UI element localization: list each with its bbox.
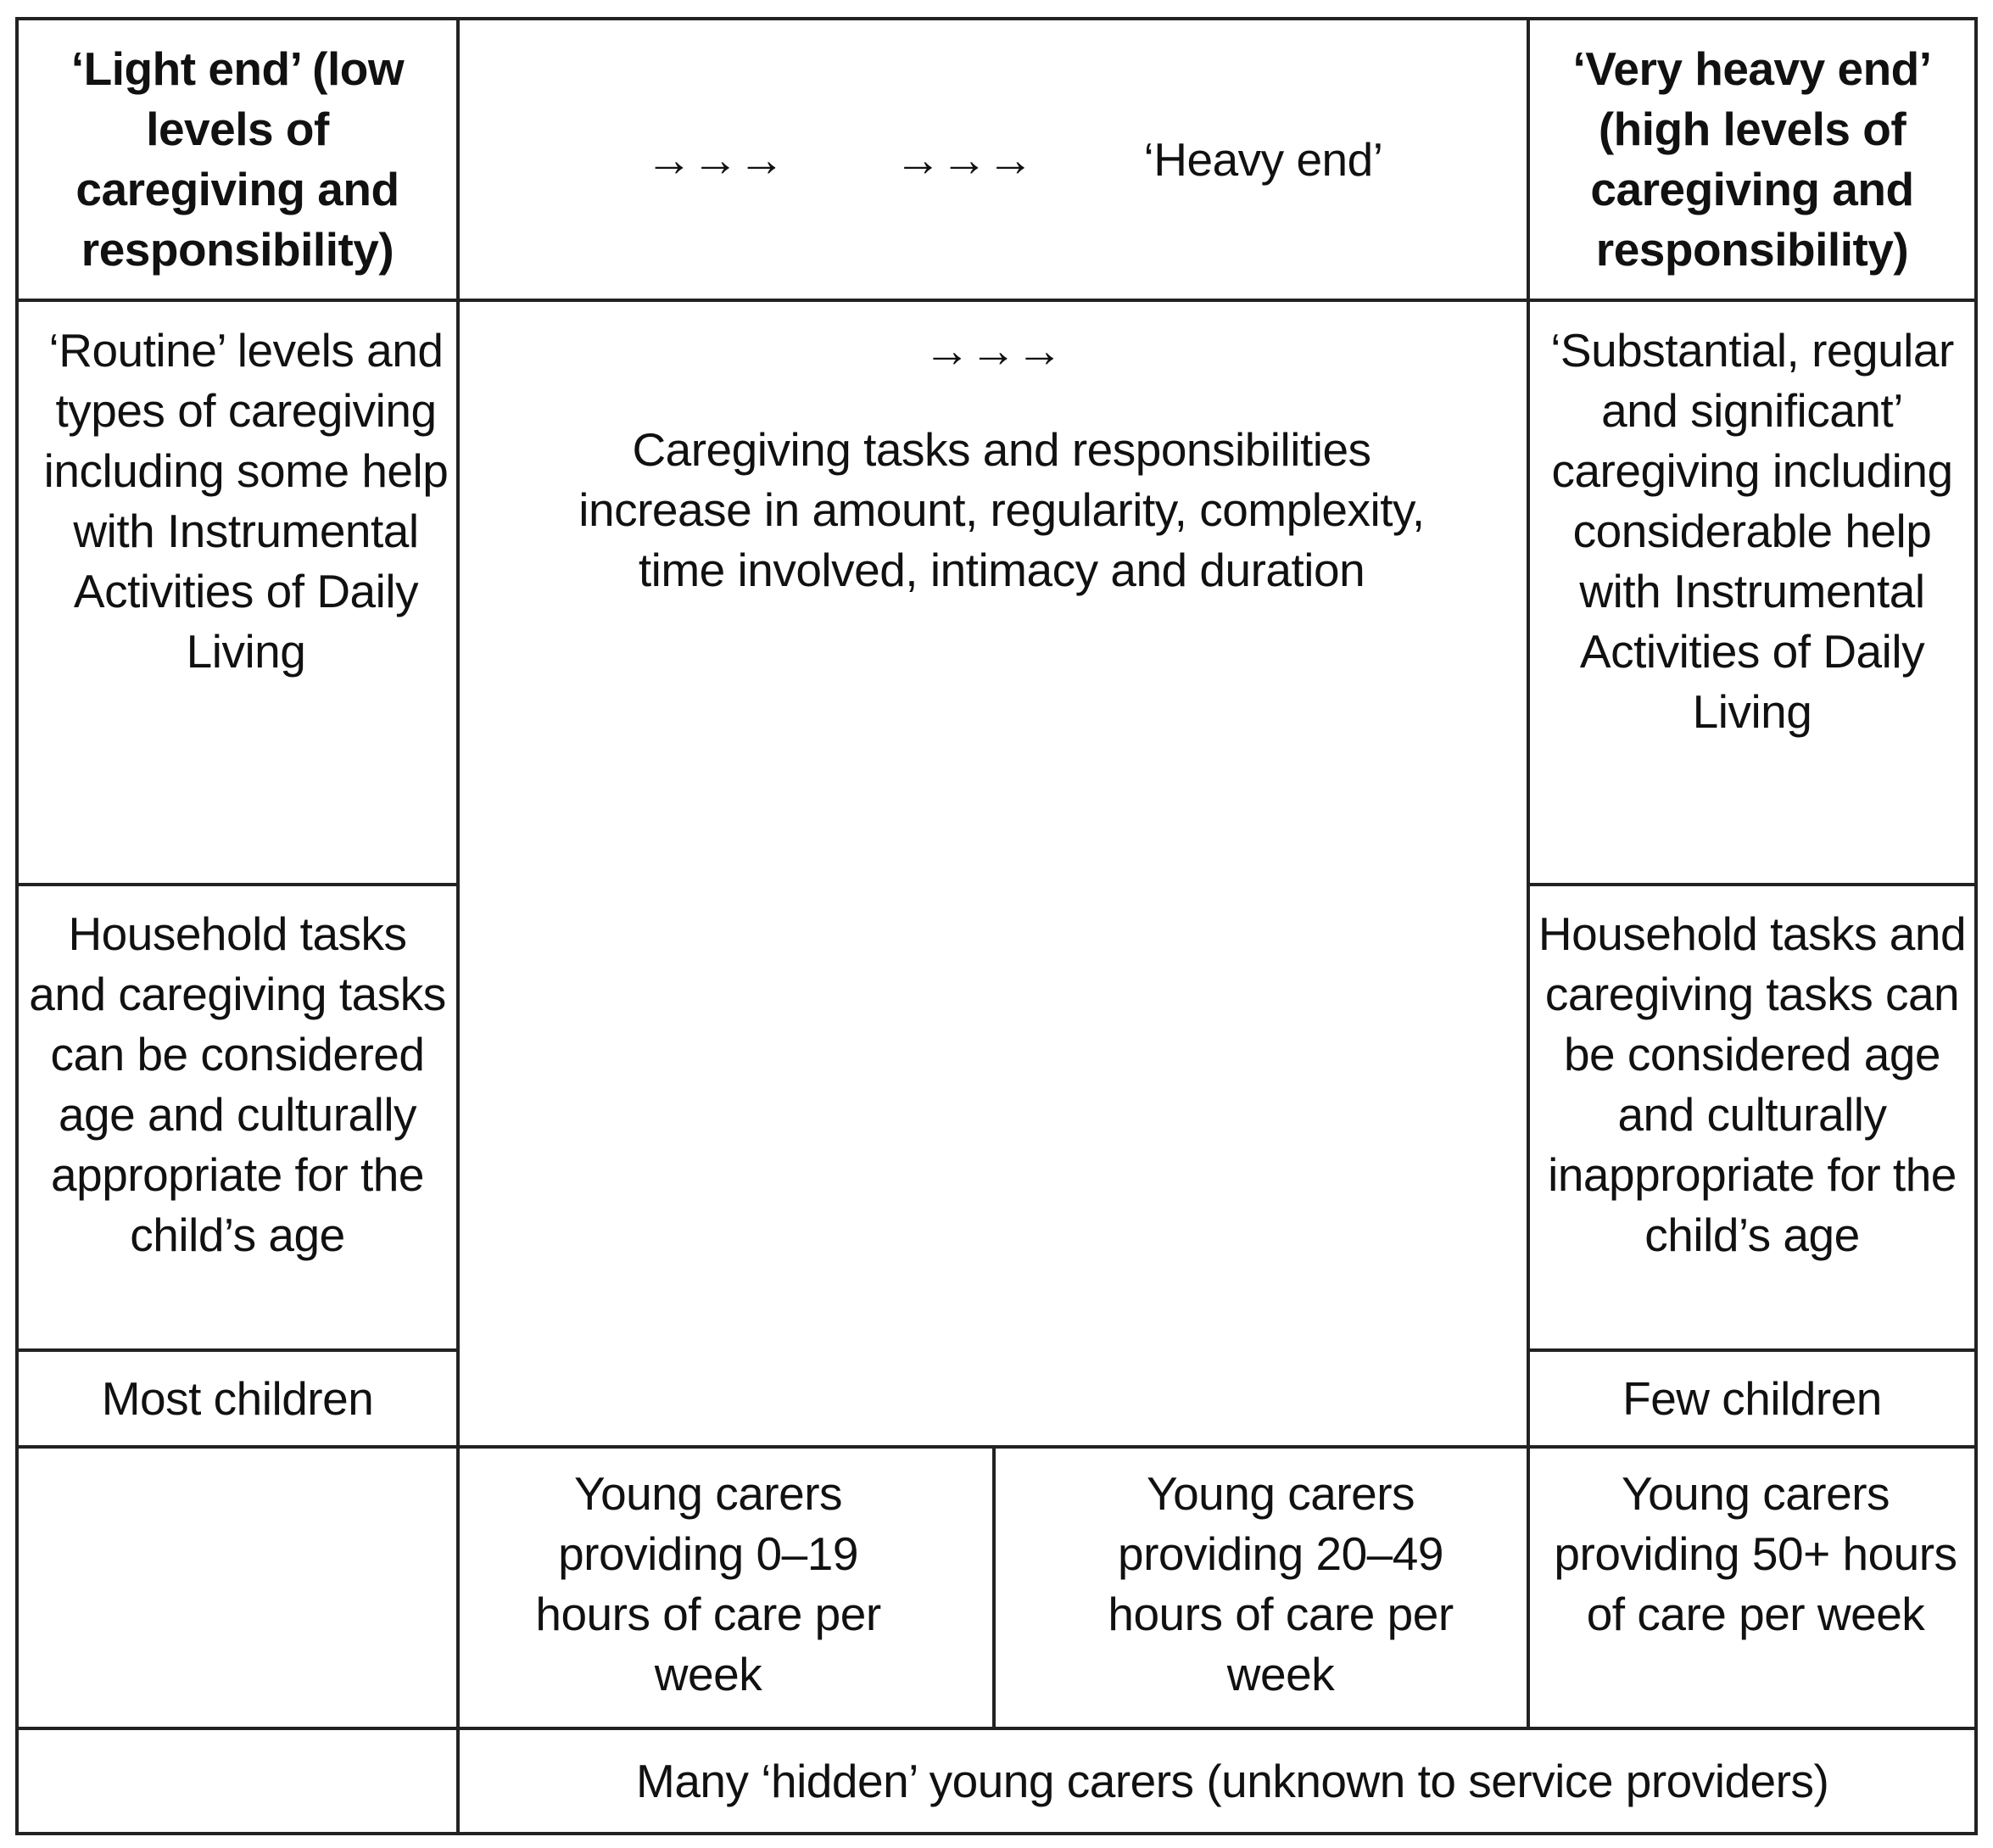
cell-most-children: Most children bbox=[101, 1371, 374, 1425]
cell-hours-50-plus: Young carers providing 50+ hours of care per week bbox=[1554, 1467, 1957, 1640]
cell-hours-0-19: Young carers providing 0–19 hours of care per week bbox=[535, 1467, 881, 1700]
cell-routine-caregiving: ‘Routine’ levels and types of caregiving including some help with Instrumental Activities of Daily Living bbox=[43, 324, 449, 678]
cell-few-children: Few children bbox=[1622, 1371, 1882, 1425]
arrows-icon: →→→ bbox=[895, 132, 1034, 186]
cell-caregiving-increase: →→→ Caregiving tasks and responsibilities increase in amount, regularity, complexity, time involved, intimacy and duration bbox=[460, 321, 1527, 600]
cell-hidden-young-carers: Many ‘hidden’ young carers (unknown to service providers) bbox=[636, 1754, 1829, 1807]
header-heavy-end: ‘Heavy end’ bbox=[1143, 132, 1383, 186]
arrows-icon: →→→ bbox=[924, 324, 1063, 377]
arrows-icon: →→→ bbox=[645, 132, 785, 186]
cell-appropriate: Household tasks and caregiving tasks can be considered age and culturally appropriate for the child’s age bbox=[29, 907, 446, 1261]
cell-inappropriate: Household tasks and caregiving tasks can be considered age and culturally inappropriate for the child’s age bbox=[1538, 907, 1967, 1261]
header-very-heavy-end: ‘Very heavy end’ (high levels of caregiving and responsibility) bbox=[1572, 42, 1932, 276]
cell-hours-20-49: Young carers providing 20–49 hours of care per week bbox=[1108, 1467, 1454, 1700]
header-light-end: ‘Light end’ (low levels of caregiving and responsibility) bbox=[70, 42, 405, 276]
header-middle bbox=[460, 19, 1527, 300]
cell-substantial-caregiving: ‘Substantial, regular and significant’ caregiving including considerable help with Instrumental Activities of Daily Living bbox=[1550, 324, 1954, 738]
